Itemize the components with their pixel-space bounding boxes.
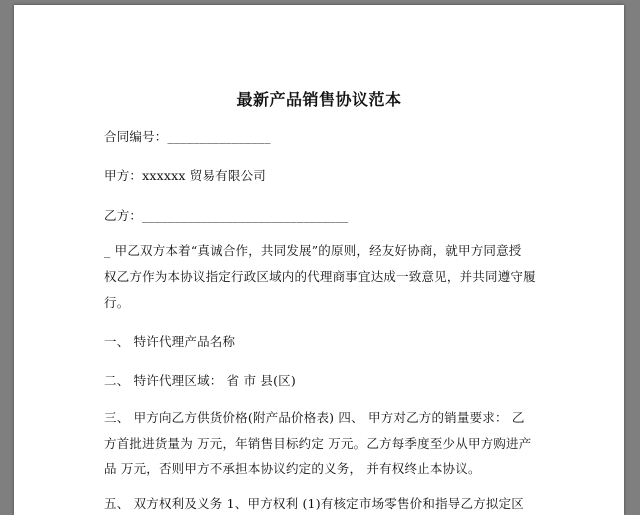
party-b-line: 乙方：________________________________ [104, 208, 349, 223]
section-3-line-3: 品 万元，否则甲方不承担本协议约定的义务， 并有权终止本协议。 [104, 461, 481, 476]
document-page [14, 5, 624, 515]
contract-number-line: 合同编号：________________ [104, 129, 271, 144]
intro-line-2: 权乙方作为本协议指定行政区域内的代理商事宜达成一致意见，并共同遵守履 [104, 269, 536, 284]
document-title: 最新产品销售协议范本 [236, 90, 402, 109]
section-3-line-2: 方首批进货量为 万元，年销售目标约定 万元。乙方每季度至少从甲方购进产 [104, 436, 532, 451]
section-2-heading: 二、 特许代理区域： 省 市 县(区) [104, 373, 296, 388]
intro-line-1: _ 甲乙双方本着“真诚合作，共同发展”的原则，经友好协商，就甲方同意授 [104, 243, 522, 258]
section-3-line-1: 三、 甲方向乙方供货价格(附产品价格表) 四、 甲方对乙方的销量要求： 乙 [104, 410, 525, 425]
intro-line-3: 行。 [104, 295, 130, 310]
section-1-heading: 一、 特许代理产品名称 [104, 334, 236, 349]
party-a-line: 甲方：xxxxxx 贸易有限公司 [104, 168, 266, 183]
section-5-line-1: 五、 双方权利及义务 1、甲方权利 (1)有核定市场零售价和指导乙方拟定区 [104, 496, 524, 511]
